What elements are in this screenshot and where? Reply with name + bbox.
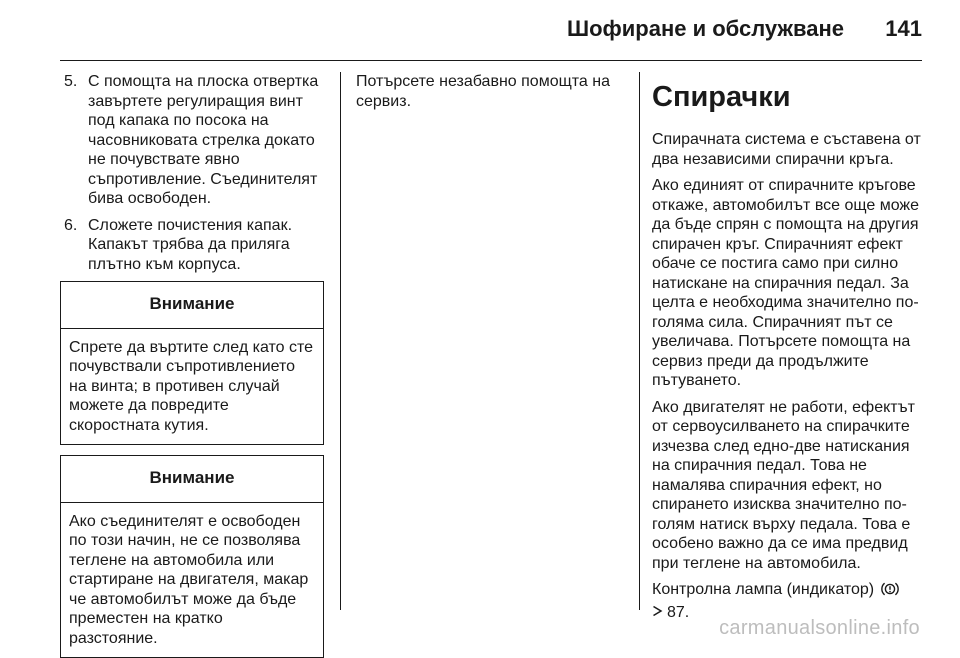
steps-list [60, 72, 324, 274]
paragraph: Потърсете незабавно помощта на сервиз. [356, 73, 610, 110]
step-number: 6. [64, 216, 78, 234]
paragraph: Ако единият от спирачните кръгове откаже, автомобилът все още може да бъде спрян с помощта на другия спирачен кръг. Спирачният ефект обаче се постига само при силно натискане на спирачния педал. За целта е необходима значително по-голяма сила. Спирачният път се увеличава. Потърсете помощта на сервиз преди да продължите пътуването. [652, 177, 920, 389]
header-title: Шофиране и обслужване [566, 16, 844, 41]
warning-text: Ако съединителят е освободен по този начин, не се позволява теглене на автомобила или стартиране на двигателя, макар че автомобилът може да бъде преместен на кратко разстояние. [69, 512, 309, 647]
step-text: С помощта на плоска отвертка завъртете регулиращия винт под капака по посока на часовниковата стрелка докато не почувствате явно съпротивление. Съединителят бива освободен. [88, 73, 319, 207]
warning-title: Внимание [61, 282, 323, 329]
paragraph: Ако двигателят не работи, ефектът от сервоусилването на спирачките изчезва след едно-две натискания на спирачния педал. Това не намалява спирачния ефект, но спирането изисква значително по-голям натиск върху педала. Това е особено важно да се има предвид при теглене на автомобила. [652, 398, 915, 572]
warning-text: Спрете да въртите след като сте почувствали съпротивлението на винта; в противен случай можете да повредите скоростната кутия. [69, 338, 314, 434]
column-divider [340, 72, 341, 610]
warning-box [60, 281, 324, 445]
warning-title: Внимание [61, 456, 323, 503]
watermark: carmanualsonline.info [719, 617, 920, 639]
paragraph: Спирачната система е съставена от два независими спирачни кръга. [652, 131, 921, 168]
column-left [60, 72, 324, 658]
page-number: 141 [885, 16, 922, 41]
page-reference-link[interactable]: 87. [667, 603, 690, 621]
column-middle [356, 72, 626, 111]
section-heading: Спирачки [652, 81, 791, 113]
list-item [60, 216, 324, 275]
page-header [60, 0, 922, 61]
warning-box [60, 455, 324, 658]
arrow-ref-icon [652, 603, 663, 623]
column-right [652, 72, 924, 629]
lamp-text: Контролна лампа (индикатор) [652, 581, 875, 598]
step-number: 5. [64, 73, 78, 90]
list-item [60, 72, 324, 209]
column-divider [639, 72, 640, 610]
step-text: Сложете почистения капак. Капакът трябва да приляга плътно към корпуса. [88, 216, 293, 273]
brake-warning-icon [881, 581, 899, 603]
lamp-reference [652, 580, 924, 622]
